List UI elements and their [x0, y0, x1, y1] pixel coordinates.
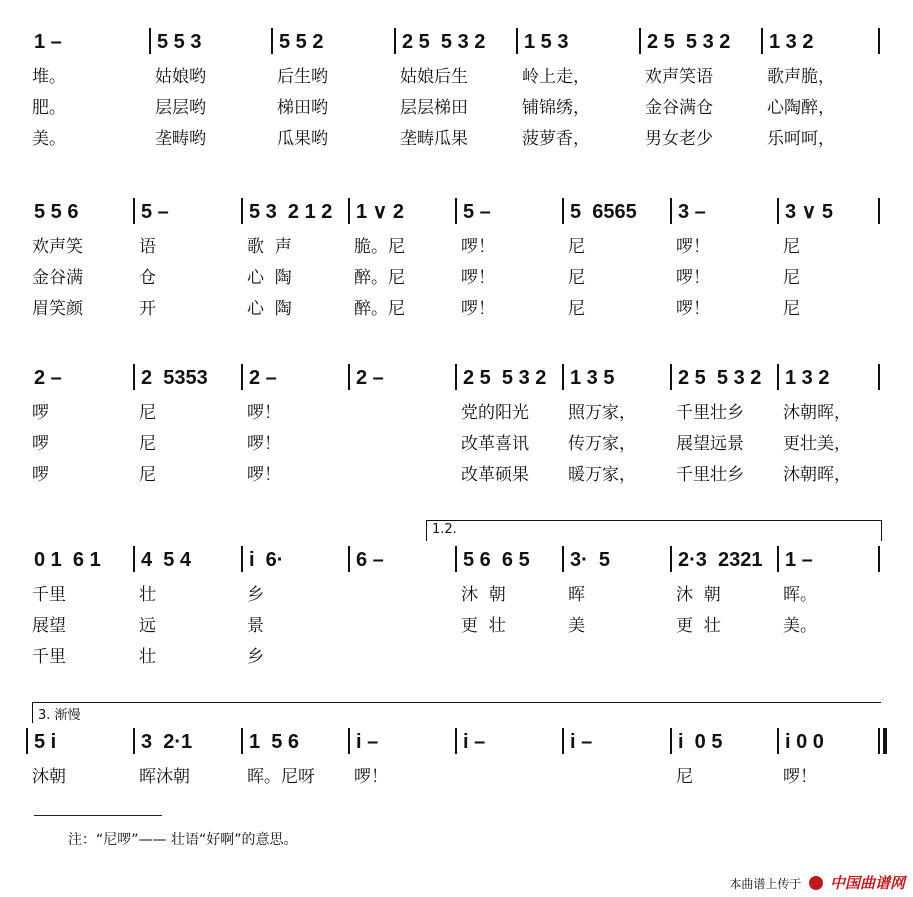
- measure-notation: 3 2·1: [141, 731, 193, 753]
- measure-notation: 2 –: [356, 367, 384, 389]
- lyric-syllables: 美: [568, 616, 585, 636]
- barline: [348, 364, 350, 390]
- lyric-syllables: 瓜果哟: [277, 129, 328, 149]
- barline: [670, 198, 672, 224]
- lyric-syllables: 欢声笑: [32, 237, 83, 257]
- measure-notation: i 6·: [249, 549, 284, 571]
- lyric-syllables: 啰！: [676, 299, 710, 319]
- lyric-syllables: 垄畴瓜果: [400, 129, 468, 149]
- lyric-syllables: 尼: [568, 237, 585, 257]
- barline: [271, 28, 273, 54]
- measure-notation: 5 3 2 1 2: [249, 201, 333, 223]
- measure-notation: 2 5 5 3 2: [678, 367, 762, 389]
- volta-label: 3. 渐慢: [38, 708, 81, 723]
- barline: [562, 728, 564, 754]
- barline: [348, 198, 350, 224]
- lyric-syllables: 沐 朝: [461, 585, 506, 605]
- barline: [394, 28, 396, 54]
- barline: [133, 364, 135, 390]
- lyric-syllables: 梯田哟: [277, 98, 328, 118]
- lyric-syllables: 心陶醉，: [767, 98, 835, 118]
- measure-notation: 2 5 5 3 2: [463, 367, 547, 389]
- lyric-syllables: 晖沐朝: [139, 767, 190, 787]
- lyric-syllables: 晖。: [783, 585, 817, 605]
- barline: [133, 198, 135, 224]
- lyric-syllables: 仓: [139, 268, 156, 288]
- volta-bracket: [32, 702, 881, 723]
- lyric-syllables: 远: [139, 616, 156, 636]
- barline: [241, 546, 243, 572]
- lyric-syllables: 尼: [783, 299, 800, 319]
- lyric-syllables: 尼: [783, 268, 800, 288]
- lyric-syllables: 暖万家，: [568, 465, 636, 485]
- barline: [761, 28, 763, 54]
- measure-notation: 5 5 2: [279, 31, 324, 53]
- lyric-syllables: 尼: [568, 268, 585, 288]
- lyric-syllables: 金谷满: [32, 268, 83, 288]
- lyric-syllables: 照万家，: [568, 403, 636, 423]
- barline: [562, 364, 564, 390]
- barline: [777, 546, 779, 572]
- lyric-syllables: 姑娘哟: [155, 67, 206, 87]
- measure-notation: 1 3 2: [785, 367, 830, 389]
- measure-notation: 3 –: [678, 201, 706, 223]
- lyric-syllables: 更 壮: [676, 616, 721, 636]
- barline: [670, 364, 672, 390]
- lyric-syllables: 景: [247, 616, 264, 636]
- barline: [133, 546, 135, 572]
- lyric-syllables: 壮: [139, 647, 156, 667]
- barline: [26, 728, 28, 754]
- site-brand-name: 中国曲谱网: [829, 874, 905, 892]
- measure-notation: 3· 5: [570, 549, 611, 571]
- lyric-syllables: 壮: [139, 585, 156, 605]
- lyric-syllables: 啰: [32, 434, 49, 454]
- site-logo-icon: [809, 876, 823, 890]
- measure-notation: 1 3 2: [769, 31, 814, 53]
- lyric-syllables: 姑娘后生: [400, 67, 468, 87]
- measure-notation: i 0 5: [678, 731, 723, 753]
- lyric-syllables: 后生哟: [277, 67, 328, 87]
- lyric-syllables: 铺锦绣，: [522, 98, 590, 118]
- volta-bracket: [426, 520, 882, 541]
- lyric-syllables: 乐呵呵，: [767, 129, 835, 149]
- lyric-syllables: 沐朝: [32, 767, 66, 787]
- barline: [562, 198, 564, 224]
- lyric-syllables: 美。: [32, 129, 66, 149]
- lyric-syllables: 千里壮乡: [676, 465, 744, 485]
- barline: [670, 728, 672, 754]
- measure-notation: 6 –: [356, 549, 384, 571]
- measure-notation: 2 –: [34, 367, 62, 389]
- barline: [670, 546, 672, 572]
- lyric-syllables: 千里: [32, 585, 66, 605]
- lyric-syllables: 啰！: [783, 767, 817, 787]
- measure-notation: 2 –: [249, 367, 277, 389]
- lyric-syllables: 展望远景: [676, 434, 744, 454]
- barline: [777, 198, 779, 224]
- final-barline: [883, 728, 887, 754]
- lyric-syllables: 眉笑颜: [32, 299, 83, 319]
- measure-notation: 1 3 5: [570, 367, 615, 389]
- measure-notation: 5 i: [34, 731, 57, 753]
- measure-notation: 5 6565: [570, 201, 637, 223]
- barline: [241, 728, 243, 754]
- barline: [348, 728, 350, 754]
- lyric-syllables: 啰！: [247, 434, 281, 454]
- measure-notation: 4 5 4: [141, 549, 192, 571]
- lyric-syllables: 歌声脆，: [767, 67, 835, 87]
- measure-notation: i 0 0: [785, 731, 824, 753]
- barline: [878, 364, 880, 390]
- measure-notation: 2 5 5 3 2: [402, 31, 486, 53]
- lyric-syllables: 菠萝香，: [522, 129, 590, 149]
- lyric-syllables: 展望: [32, 616, 66, 636]
- lyric-syllables: 改革喜讯: [461, 434, 529, 454]
- lyric-syllables: 开: [139, 299, 156, 319]
- barline: [562, 546, 564, 572]
- barline: [878, 28, 880, 54]
- measure-notation: 3 ∨ 5: [785, 201, 833, 223]
- lyric-syllables: 醉。尼: [354, 299, 405, 319]
- lyric-syllables: 心 陶: [247, 299, 292, 319]
- lyric-syllables: 乡: [247, 585, 264, 605]
- lyric-syllables: 晖: [568, 585, 585, 605]
- source-watermark: [729, 872, 905, 893]
- lyric-syllables: 啰！: [247, 403, 281, 423]
- measure-notation: 1 –: [785, 549, 813, 571]
- barline: [777, 728, 779, 754]
- measure-notation: i –: [570, 731, 593, 753]
- lyric-syllables: 欢声笑语: [645, 67, 713, 87]
- measure-notation: 0 1 6 1: [34, 549, 101, 571]
- lyric-syllables: 语: [139, 237, 156, 257]
- lyric-syllables: 啰！: [676, 268, 710, 288]
- lyric-syllables: 沐朝晖，: [783, 465, 851, 485]
- lyric-syllables: 金谷满仓: [645, 98, 713, 118]
- barline: [133, 728, 135, 754]
- barline: [455, 728, 457, 754]
- barline: [516, 28, 518, 54]
- lyric-syllables: 沐朝晖，: [783, 403, 851, 423]
- measure-notation: i –: [356, 731, 379, 753]
- barline: [241, 364, 243, 390]
- lyric-syllables: 肥。: [32, 98, 66, 118]
- measure-notation: 1 –: [34, 31, 62, 53]
- lyric-syllables: 心 陶: [247, 268, 292, 288]
- lyric-syllables: 层层梯田: [400, 98, 468, 118]
- lyric-syllables: 啰！: [461, 237, 495, 257]
- lyric-syllables: 美。: [783, 616, 817, 636]
- measure-notation: 5 6 6 5: [463, 549, 530, 571]
- measure-notation: 5 –: [141, 201, 169, 223]
- lyric-syllables: 晖。尼呀: [247, 767, 315, 787]
- lyric-syllables: 脆。尼: [354, 237, 405, 257]
- lyric-syllables: 啰: [32, 465, 49, 485]
- measure-notation: 5 –: [463, 201, 491, 223]
- lyric-syllables: 醉。尼: [354, 268, 405, 288]
- barline: [455, 364, 457, 390]
- source-prefix: 本曲谱上传于: [729, 877, 802, 891]
- lyric-syllables: 尼: [783, 237, 800, 257]
- barline: [455, 546, 457, 572]
- barline: [878, 198, 880, 224]
- measure-notation: 1 5 3: [524, 31, 569, 53]
- lyric-syllables: 啰！: [676, 237, 710, 257]
- barline: [348, 546, 350, 572]
- measure-notation: 2 5 5 3 2: [647, 31, 731, 53]
- measure-notation: i –: [463, 731, 486, 753]
- lyric-syllables: 沐 朝: [676, 585, 721, 605]
- measure-notation: 2·3 2321: [678, 549, 763, 571]
- measure-notation: 5 5 3: [157, 31, 202, 53]
- measure-notation: 1 5 6: [249, 731, 300, 753]
- lyric-syllables: 千里壮乡: [676, 403, 744, 423]
- measure-notation: 2 5353: [141, 367, 208, 389]
- lyric-syllables: 乡: [247, 647, 264, 667]
- barline: [149, 28, 151, 54]
- lyric-syllables: 尼: [139, 465, 156, 485]
- barline: [639, 28, 641, 54]
- lyric-syllables: 尼: [568, 299, 585, 319]
- barline: [241, 198, 243, 224]
- lyric-syllables: 改革硕果: [461, 465, 529, 485]
- footnote: 注：“尼啰”—— 壮语“好啊”的意思。: [68, 832, 298, 848]
- lyric-syllables: 啰！: [247, 465, 281, 485]
- lyric-syllables: 尼: [676, 767, 693, 787]
- lyric-syllables: 岭上走，: [522, 67, 590, 87]
- measure-notation: 5 5 6: [34, 201, 79, 223]
- lyric-syllables: 啰！: [354, 767, 388, 787]
- barline: [455, 198, 457, 224]
- measure-notation: 1 ∨ 2: [356, 201, 404, 223]
- volta-label: 1.2.: [432, 522, 457, 537]
- lyric-syllables: 千里: [32, 647, 66, 667]
- lyric-syllables: 啰！: [461, 268, 495, 288]
- footnote-divider: [34, 815, 162, 816]
- lyric-syllables: 歌 声: [247, 237, 292, 257]
- barline: [878, 728, 880, 754]
- lyric-syllables: 党的阳光: [461, 403, 529, 423]
- lyric-syllables: 尼: [139, 403, 156, 423]
- lyric-syllables: 传万家，: [568, 434, 636, 454]
- lyric-syllables: 男女老少: [645, 129, 713, 149]
- lyric-syllables: 堆。: [32, 67, 66, 87]
- lyric-syllables: 更 壮: [461, 616, 506, 636]
- lyric-syllables: 垄畴哟: [155, 129, 206, 149]
- barline: [878, 546, 880, 572]
- barline: [777, 364, 779, 390]
- lyric-syllables: 啰: [32, 403, 49, 423]
- lyric-syllables: 更壮美，: [783, 434, 851, 454]
- lyric-syllables: 尼: [139, 434, 156, 454]
- lyric-syllables: 啰！: [461, 299, 495, 319]
- lyric-syllables: 层层哟: [155, 98, 206, 118]
